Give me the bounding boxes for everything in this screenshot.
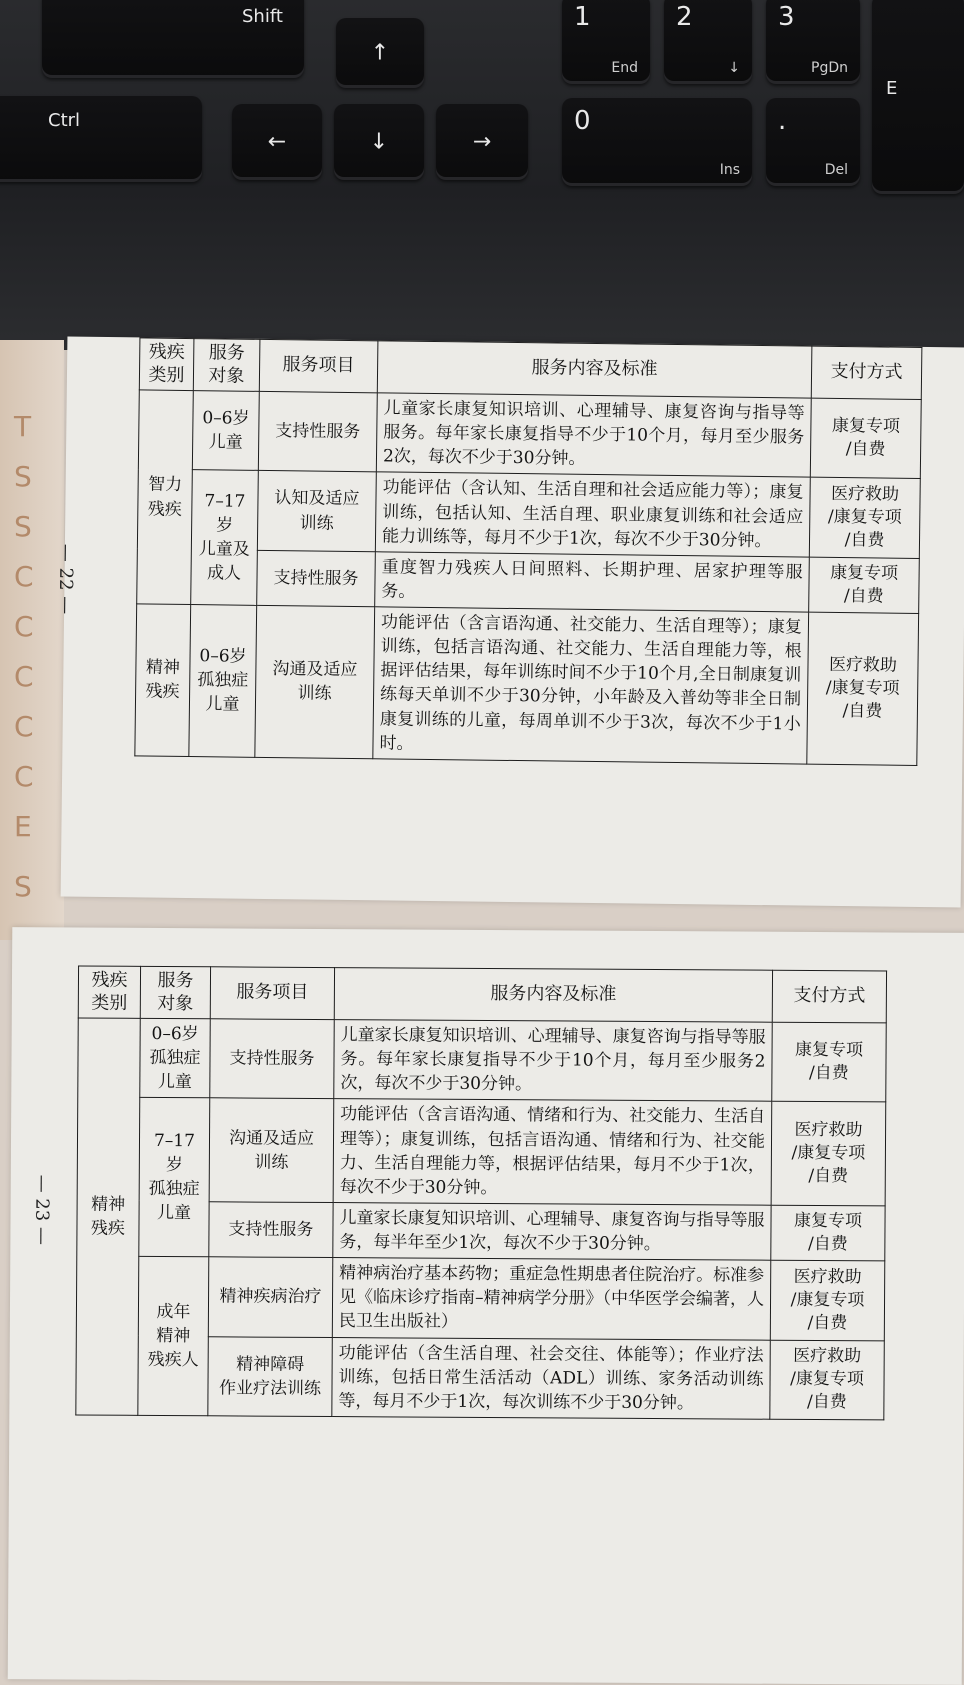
- content-cell: 功能评估（含生活自理、社会交往、体能等）；作业疗法训练，包括日常生活活动（ADL）训练、家务活动训练等，每月不少于1次，每次训练不少于30分钟。: [332, 1337, 770, 1419]
- up-arrow-icon: ↑: [370, 40, 390, 66]
- header-content: 服务内容及标准: [377, 341, 812, 398]
- background-glyph: T: [14, 410, 32, 443]
- background-glyph: C: [14, 610, 34, 643]
- target-cell: 7–17岁 孤独症 儿童: [139, 1098, 210, 1257]
- target-cell: 7–17岁 儿童及 成人: [191, 470, 259, 605]
- category-cell: 智力 残疾: [137, 390, 194, 605]
- content-cell: 重度智力残疾人日间照料、长期护理、居家护理等服务。: [375, 552, 810, 613]
- target-cell: 0–6岁 孤独症 儿童: [189, 605, 257, 758]
- booklet-page-23: [8, 927, 964, 1685]
- item-cell: 支持性服务: [210, 1019, 334, 1099]
- table-row: [76, 1256, 884, 1340]
- category-cell: 精神 残疾: [135, 604, 191, 756]
- right-arrow-key: [436, 104, 528, 180]
- target-cell: 成年 精神 残疾人: [138, 1256, 209, 1415]
- target-cell: 0–6岁 孤独症 儿童: [140, 1018, 210, 1098]
- header-item: 服务项目: [259, 339, 378, 392]
- ctrl-key-label: Ctrl: [48, 110, 81, 131]
- numpad-3-sublabel: PgDn: [811, 60, 848, 76]
- ctrl-key: [0, 96, 202, 182]
- header-target: 服务 对象: [193, 339, 260, 392]
- down-arrow-key: [334, 104, 424, 180]
- content-cell: 功能评估（含言语沟通、情绪和行为、社交能力、生活自理等）；康复训练，包括言语沟通、情绪和行为、社交能力、生活自理能力等，根据评估结果，每月不少于1次，每次不少于30分钟。: [333, 1099, 772, 1205]
- item-cell: 精神疾病治疗: [208, 1257, 332, 1337]
- service-table: [75, 965, 887, 1420]
- payment-cell: 康复专项 /自费: [771, 1205, 885, 1261]
- keyboard: [0, 0, 964, 350]
- table-row: [137, 469, 920, 558]
- numpad-0-label: 0: [574, 106, 591, 136]
- header-category: 残疾 类别: [78, 966, 140, 1018]
- header-item: 服务项目: [210, 967, 334, 1020]
- header-payment: 支付方式: [772, 970, 886, 1023]
- payment-cell: 医疗救助 /康复专项 /自费: [771, 1102, 886, 1206]
- item-cell: 精神障碍 作业疗法训练: [208, 1336, 332, 1416]
- numpad-2-label: 2: [676, 2, 693, 32]
- payment-cell: 康复专项 /自费: [810, 398, 921, 479]
- service-table: [134, 337, 922, 765]
- item-cell: 支持性服务: [209, 1202, 333, 1258]
- item-cell: 支持性服务: [257, 550, 376, 607]
- numpad-1-sublabel: End: [611, 60, 638, 76]
- background-glyph: S: [14, 460, 32, 493]
- background-glyph: E: [14, 810, 32, 843]
- item-cell: 支持性服务: [258, 391, 377, 472]
- numpad-1-key: [562, 0, 650, 84]
- table-row: [77, 1097, 886, 1205]
- numpad-dot-label: .: [778, 106, 787, 136]
- payment-cell: 医疗救助 /康复专项 /自费: [809, 477, 920, 558]
- header-target: 服务 对象: [140, 966, 210, 1018]
- background-glyph: S: [14, 510, 32, 543]
- numpad-2-key: [664, 0, 752, 84]
- item-cell: 沟通及适应 训练: [255, 605, 375, 758]
- header-content: 服务内容及标准: [334, 968, 772, 1023]
- shift-key-label: Shift: [242, 6, 283, 27]
- content-cell: 儿童家长康复知识培训、心理辅导、康复咨询与指导等服务，每半年至少1次，每次不少于30分钟。: [333, 1202, 771, 1260]
- page-number: — 23 —: [31, 1174, 53, 1246]
- table-header-row: [139, 338, 922, 400]
- content-cell: 功能评估（含言语沟通、社交能力、生活自理等）；康复训练，包括言语沟通、社交能力、生活自理能力等，根据评估结果，每年训练时间不少于10个月,全日制康复训练每天单训不少于30分钟，小年龄及入普幼等非全日制康复训练的儿童，每周单训不少于3次，每次不少于1小时。: [373, 607, 809, 764]
- header-payment: 支付方式: [811, 346, 922, 399]
- content-cell: 儿童家长康复知识培训、心理辅导、康复咨询与指导等服务。每年家长康复指导不少于10个月，每月至少服务2次，每次不少于30分钟。: [376, 393, 811, 478]
- numpad-2-sublabel: ↓: [728, 60, 740, 76]
- left-arrow-icon: ←: [267, 129, 287, 155]
- payment-cell: 康复专项 /自费: [772, 1022, 886, 1102]
- page-number: — 22 —: [54, 543, 77, 615]
- numpad-3-key: [766, 0, 860, 84]
- right-arrow-icon: →: [472, 129, 492, 155]
- background-glyph: C: [14, 710, 34, 743]
- item-cell: 认知及适应 训练: [257, 471, 376, 552]
- down-arrow-icon: ↓: [369, 129, 389, 155]
- booklet-page-22: [54, 337, 964, 908]
- numpad-3-label: 3: [778, 2, 795, 32]
- content-cell: 功能评估（含认知、生活自理和社会适应能力等）；康复训练，包括认知、生活自理、职业康复训练和社会适应能力训练等，每月不少于1次，每次不少于30分钟。: [375, 472, 810, 557]
- numpad-enter-label: E: [886, 78, 898, 99]
- table-row: [138, 390, 921, 479]
- background-glyph: S: [14, 870, 32, 903]
- table-row: [78, 1018, 886, 1102]
- header-category: 残疾 类别: [139, 338, 194, 391]
- numpad-0-key: [562, 98, 752, 186]
- payment-cell: 康复专项 /自费: [809, 557, 920, 614]
- numpad-enter-key: [872, 0, 964, 194]
- payment-cell: 医疗救助 /康复专项 /自费: [770, 1260, 884, 1340]
- content-cell: 儿童家长康复知识培训、心理辅导、康复咨询与指导等服务。每年家长康复指导不少于10个月，每月至少服务2次，每次不少于30分钟。: [334, 1020, 772, 1102]
- numpad-dot-key: [766, 98, 860, 186]
- category-cell: 精神 残疾: [76, 1018, 140, 1415]
- content-cell: 精神病治疗基本药物；重症急性期患者住院治疗。标准参见《临床诊疗指南–精神病学分册》（中华医学会编著，人民卫生出版社）: [332, 1258, 770, 1340]
- up-arrow-key: [336, 18, 424, 88]
- numpad-0-sublabel: Ins: [719, 162, 740, 178]
- shift-key: [42, 0, 304, 78]
- background-glyph: C: [14, 660, 34, 693]
- item-cell: 沟通及适应 训练: [209, 1098, 334, 1202]
- left-arrow-key: [232, 104, 322, 180]
- background-book-edge: [0, 340, 64, 940]
- target-cell: 0–6岁 儿童: [192, 391, 259, 471]
- table-header-row: [78, 966, 886, 1023]
- numpad-dot-sublabel: Del: [824, 162, 848, 178]
- payment-cell: 医疗救助 /康复专项 /自费: [807, 612, 919, 765]
- numpad-1-label: 1: [574, 2, 591, 32]
- background-glyph: C: [14, 760, 34, 793]
- payment-cell: 医疗救助 /康复专项 /自费: [770, 1340, 884, 1420]
- table-row: [135, 604, 919, 765]
- background-glyph: C: [14, 560, 34, 593]
